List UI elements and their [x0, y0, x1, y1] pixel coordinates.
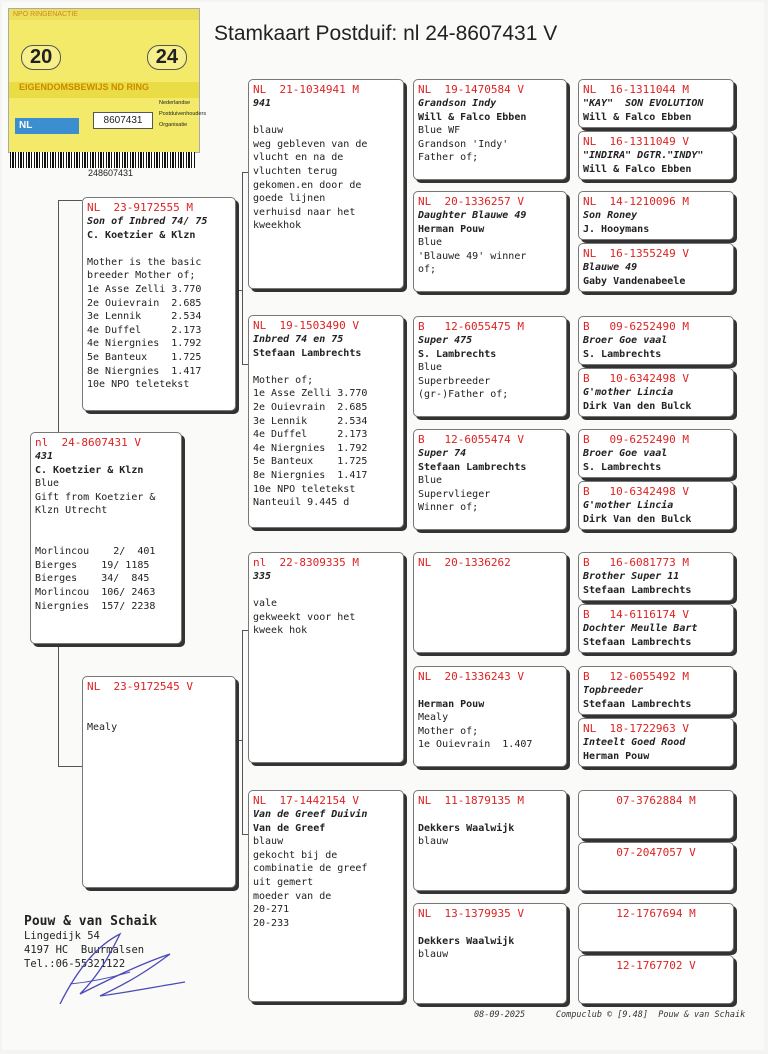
- ring-number: B 10-6342498 V: [583, 372, 689, 385]
- card-text-line: Blue: [418, 237, 443, 249]
- card-g5-12[interactable]: [578, 718, 734, 767]
- ring-number: NL 20-1336262: [418, 556, 511, 569]
- bird-name: Super 74: [418, 448, 467, 459]
- bird-name: Grandson Indy: [418, 98, 497, 109]
- card-text-line: Bierges 34/ 845: [35, 573, 150, 585]
- card-text-line: 2e Ouievrain 2.685: [253, 401, 368, 413]
- ring-number: B 12-6055475 M: [418, 320, 524, 333]
- bird-name: Broer Goe vaal: [583, 448, 668, 459]
- ring-number: NL 13-1379935 V: [418, 907, 524, 920]
- card-text-line: 8e Niergnies 1.417: [253, 469, 368, 481]
- connector: [58, 200, 82, 201]
- card-dam-sire[interactable]: [248, 552, 404, 763]
- bird-name: Daughter Blauwe 49: [418, 210, 527, 221]
- bird-name: G'mother Lincia: [583, 387, 674, 398]
- card-ddd[interactable]: [413, 903, 567, 1004]
- card-text-line: 4e Duffel 2.173: [87, 324, 202, 336]
- breeder-name: Van de Greef: [253, 822, 326, 834]
- ring-number: NL 18-1722963 V: [583, 722, 689, 735]
- card-text-line: Mother is the basic: [87, 256, 202, 268]
- connector: [242, 630, 243, 834]
- ring-number: 07-2047057 V: [616, 846, 696, 859]
- card-text-line: Superbreeder: [418, 375, 491, 387]
- ring-number: B 09-6252490 M: [583, 320, 689, 333]
- card-sss[interactable]: [413, 79, 567, 180]
- breeder-name: C. Koetzier & Klzn: [35, 464, 144, 476]
- bird-name: Inbred 74 en 75: [253, 334, 344, 345]
- card-g5-5[interactable]: [578, 316, 734, 365]
- card-subject[interactable]: [30, 432, 182, 644]
- bird-name: Van de Greef Duivin: [253, 809, 368, 820]
- breeder-name: S. Lambrechts: [583, 461, 662, 473]
- card-sds[interactable]: [413, 316, 567, 417]
- card-dam-dam[interactable]: [248, 790, 404, 1002]
- card-text-line: 'Blauwe 49' winner: [418, 250, 527, 262]
- sticker-band: EIGENDOMSBEWIJS ND RING: [9, 82, 199, 98]
- ring-number: NL 17-1442154 V: [253, 794, 359, 807]
- breeder-name: Stefaan Lambrechts: [253, 347, 362, 359]
- bird-name: Super 475: [418, 335, 473, 346]
- card-text-line: (gr-)Father of;: [418, 389, 509, 401]
- ring-number: 12-1767702 V: [616, 959, 696, 972]
- card-text-line: 1e Ouievrain 1.407: [418, 739, 533, 751]
- breeder-name: S. Lambrechts: [418, 348, 497, 360]
- bird-name: "KAY" SON EVOLUTION: [583, 98, 704, 109]
- bird-name: Dochter Meulle Bart: [583, 623, 698, 634]
- card-g5-14[interactable]: [578, 842, 734, 891]
- sticker-ring-number: 8607431: [93, 112, 153, 129]
- card-text-line: [87, 242, 231, 256]
- card-ssd[interactable]: [413, 191, 567, 292]
- card-text-line: Morlincou 2/ 401: [35, 546, 156, 558]
- card-g5-9[interactable]: [578, 552, 734, 601]
- card-sire[interactable]: [82, 197, 236, 411]
- bird-name: Topbreeder: [583, 685, 644, 696]
- bird-name: 431: [35, 451, 54, 462]
- card-text-line: kweekhok: [253, 220, 302, 232]
- page-title: Stamkaart Postduif: nl 24-8607431 V: [214, 22, 558, 45]
- card-text-line: Bierges 19/ 1185: [35, 559, 150, 571]
- card-text-line: [87, 708, 231, 722]
- ring-number: NL 16-1311049 V: [583, 135, 689, 148]
- barcode: [10, 152, 195, 168]
- breeder-name: Will & Falco Ebben: [418, 111, 527, 123]
- card-text-line: Blue: [418, 362, 443, 374]
- ring-number: NL 16-1355249 V: [583, 247, 689, 260]
- breeder-name: Herman Pouw: [418, 698, 485, 710]
- card-text-line: Supervlieger: [418, 488, 491, 500]
- card-g5-11[interactable]: [578, 666, 734, 715]
- card-text-line: 3e Lennik 2.534: [253, 415, 368, 427]
- card-text-line: [253, 360, 399, 374]
- card-g5-7[interactable]: [578, 429, 734, 478]
- card-text-line: [35, 518, 177, 532]
- card-text-line: 3e Lennik 2.534: [87, 311, 202, 323]
- card-dds[interactable]: [413, 790, 567, 891]
- card-text-line: [418, 808, 562, 822]
- ring-number: nl 24-8607431 V: [35, 436, 141, 449]
- connector: [242, 172, 243, 364]
- card-sire-dam[interactable]: [248, 315, 404, 528]
- card-text-line: Blue: [35, 478, 60, 490]
- bird-name: G'mother Lincia: [583, 500, 674, 511]
- breeder-name: Herman Pouw: [583, 750, 650, 762]
- card-text-line: 4e Niergnies 1.792: [253, 442, 368, 454]
- sticker-header: NPO RINGENACTIE: [9, 9, 199, 20]
- handwritten-signature: [40, 924, 190, 1014]
- breeder-name: S. Lambrechts: [583, 348, 662, 360]
- ring-number: NL 16-1311044 M: [583, 83, 689, 96]
- card-text-line: Mother of;: [418, 725, 479, 737]
- card-text-line: Blue WF: [418, 125, 461, 137]
- bird-name: Son Roney: [583, 210, 638, 221]
- breeder-name: C. Koetzier & Klzn: [87, 229, 196, 241]
- breeder-name: Stefaan Lambrechts: [583, 584, 692, 596]
- breeder-name: Gaby Vandenabeele: [583, 275, 686, 287]
- sticker-legend: [159, 98, 206, 131]
- ring-number: 07-3762884 M: [616, 794, 696, 807]
- card-text-line: Mealy: [418, 712, 449, 724]
- card-g5-10[interactable]: [578, 604, 734, 653]
- bird-name: Son of Inbred 74/ 75: [87, 216, 208, 227]
- card-text-line: Father of;: [418, 152, 479, 164]
- card-text-line: gekweekt voor het: [253, 611, 356, 623]
- breeder-name: Stefaan Lambrechts: [583, 636, 692, 648]
- sticker-year-left: 20: [21, 45, 61, 70]
- card-text-line: Klzn Utrecht: [35, 505, 108, 517]
- card-text-line: verhuisd naar het: [253, 206, 356, 218]
- ring-number: 12-1767694 M: [616, 907, 696, 920]
- bird-name: Broer Goe vaal: [583, 335, 668, 346]
- ring-number: NL 11-1879135 M: [418, 794, 524, 807]
- card-g5-6[interactable]: [578, 368, 734, 417]
- card-text-line: blauw: [418, 949, 449, 961]
- breeder-name: Dirk Van den Bulck: [583, 513, 692, 525]
- ring-number: NL 21-1034941 M: [253, 83, 359, 96]
- bird-name: Brother Super 11: [583, 571, 680, 582]
- card-text-line: goede lijnen: [253, 193, 326, 205]
- card-text-line: kweek hok: [253, 625, 308, 637]
- breeder-name: Will & Falco Ebben: [583, 163, 692, 175]
- card-text-line: 10e NPO teletekst: [253, 483, 356, 495]
- card-text-line: Morlincou 106/ 2463: [35, 586, 156, 598]
- card-text-line: 5e Banteux 1.725: [253, 456, 368, 468]
- ring-number: B 16-6081773 M: [583, 556, 689, 569]
- sticker-lower: [8, 100, 207, 153]
- owner-address-line: 4197 HC Buurmalsen: [24, 944, 145, 956]
- breeder-name: Herman Pouw: [418, 223, 485, 235]
- owner-address-line: Lingedijk 54: [24, 930, 100, 942]
- ring-number: NL 23-9172545 V: [87, 680, 193, 693]
- connector: [236, 290, 243, 291]
- ring-number: NL 19-1470584 V: [418, 83, 524, 96]
- sticker-legend-line: Postduivenhouders: [159, 111, 207, 117]
- card-text-line: vale: [253, 598, 278, 610]
- bird-name: "INDIRA" DGTR."INDY": [583, 150, 704, 161]
- card-dsd[interactable]: [413, 666, 567, 767]
- card-text-line: moeder van de: [253, 890, 332, 902]
- card-text-line: Mother of;: [253, 374, 314, 386]
- sticker-legend-line: Organisatie: [159, 122, 188, 128]
- connector: [58, 766, 82, 767]
- card-g5-8[interactable]: [578, 481, 734, 530]
- card-text-line: 1e Asse Zelli 3.770: [253, 388, 368, 400]
- ring-number: B 09-6252490 M: [583, 433, 689, 446]
- breeder-name: Will & Falco Ebben: [583, 111, 692, 123]
- card-text-line: vluchten terug: [253, 165, 338, 177]
- ring-number: B 12-6055492 M: [583, 670, 689, 683]
- sticker-country: NL: [15, 118, 79, 134]
- card-text-line: 5e Banteux 1.725: [87, 351, 202, 363]
- card-text-line: 2e Ouievrain 2.685: [87, 297, 202, 309]
- card-text-line: Grandson 'Indy': [418, 138, 509, 150]
- card-text-line: Winner of;: [418, 502, 479, 514]
- bird-name: 335: [253, 571, 272, 582]
- card-text-line: blauw: [253, 125, 284, 137]
- card-text-line: 8e Niergnies 1.417: [87, 365, 202, 377]
- card-text-line: 10e NPO teletekst: [87, 379, 190, 391]
- card-text-line: [35, 532, 177, 546]
- bird-name: Blauwe 49: [583, 262, 638, 273]
- card-text-line: Mealy: [87, 722, 118, 734]
- owner-name: Pouw & van Schaik: [24, 914, 158, 929]
- card-text-line: gekomen.en door de: [253, 179, 362, 191]
- ring-number: NL 20-1336243 V: [418, 670, 524, 683]
- card-dam[interactable]: [82, 676, 236, 888]
- ring-number: NL 19-1503490 V: [253, 319, 359, 332]
- card-sire-sire[interactable]: [248, 79, 404, 289]
- card-text-line: 4e Duffel 2.173: [253, 429, 368, 441]
- card-g5-15[interactable]: [578, 903, 734, 952]
- card-text-line: [418, 921, 562, 935]
- card-g5-13[interactable]: [578, 790, 734, 839]
- card-text-line: combinatie de greef: [253, 863, 368, 875]
- card-text-line: Niergnies 157/ 2238: [35, 600, 156, 612]
- barcode-number: 248607431: [88, 168, 134, 178]
- breeder-name: Stefaan Lambrechts: [583, 698, 692, 710]
- owner-address-line: Tel.:06-55321122: [24, 958, 126, 970]
- card-text-line: gekocht bij de: [253, 849, 338, 861]
- card-text-line: of;: [418, 264, 437, 276]
- ring-number: B 14-6116174 V: [583, 608, 689, 621]
- card-text-line: [418, 684, 562, 698]
- card-text-line: Gift from Koetzier &: [35, 491, 156, 503]
- ring-number: NL 23-9172555 M: [87, 201, 193, 214]
- card-text-line: Blue: [418, 475, 443, 487]
- breeder-name: Dekkers Waalwijk: [418, 822, 515, 834]
- breeder-name: Dirk Van den Bulck: [583, 400, 692, 412]
- breeder-name: J. Hooymans: [583, 223, 650, 235]
- card-text-line: uit gemert: [253, 876, 314, 888]
- bird-name: Inteelt Goed Rood: [583, 737, 686, 748]
- card-text-line: blauw: [418, 836, 449, 848]
- ring-number: nl 22-8309335 M: [253, 556, 359, 569]
- card-dss[interactable]: [413, 552, 567, 653]
- card-text-line: 1e Asse Zelli 3.770: [87, 283, 202, 295]
- footer: 08-09-2025 Compuclub © [9.48] Pouw & van Schaik: [474, 1010, 746, 1020]
- card-text-line: Nanteuil 9.445 d: [253, 497, 350, 509]
- connector: [236, 740, 243, 741]
- card-text-line: vlucht en na de: [253, 152, 344, 164]
- card-g5-3[interactable]: [578, 191, 734, 240]
- card-g5-4[interactable]: [578, 243, 734, 292]
- sticker-legend-line: Nederlandse: [159, 100, 191, 106]
- breeder-name: Stefaan Lambrechts: [418, 461, 527, 473]
- ring-number: NL 14-1210096 M: [583, 195, 689, 208]
- card-text-line: 20-271: [253, 904, 290, 916]
- card-text-line: 20-233: [253, 917, 290, 929]
- sticker-year: [21, 45, 187, 70]
- card-g5-16[interactable]: [578, 955, 734, 1004]
- breeder-name: Dekkers Waalwijk: [418, 935, 515, 947]
- ring-number: B 10-6342498 V: [583, 485, 689, 498]
- card-sdd[interactable]: [413, 429, 567, 530]
- bird-name: 941: [253, 98, 272, 109]
- ring-number: B 12-6055474 V: [418, 433, 524, 446]
- card-text-line: [253, 584, 399, 598]
- card-text-line: blauw: [253, 836, 284, 848]
- card-text-line: [87, 694, 231, 708]
- ring-number: NL 20-1336257 V: [418, 195, 524, 208]
- card-g5-1[interactable]: [578, 79, 734, 128]
- card-text-line: breeder Mother of;: [87, 270, 196, 282]
- card-text-line: weg gebleven van de: [253, 138, 368, 150]
- card-text-line: [253, 111, 399, 125]
- card-text-line: 4e Niergnies 1.792: [87, 338, 202, 350]
- card-g5-2[interactable]: [578, 131, 734, 180]
- sticker-year-right: 24: [147, 45, 187, 70]
